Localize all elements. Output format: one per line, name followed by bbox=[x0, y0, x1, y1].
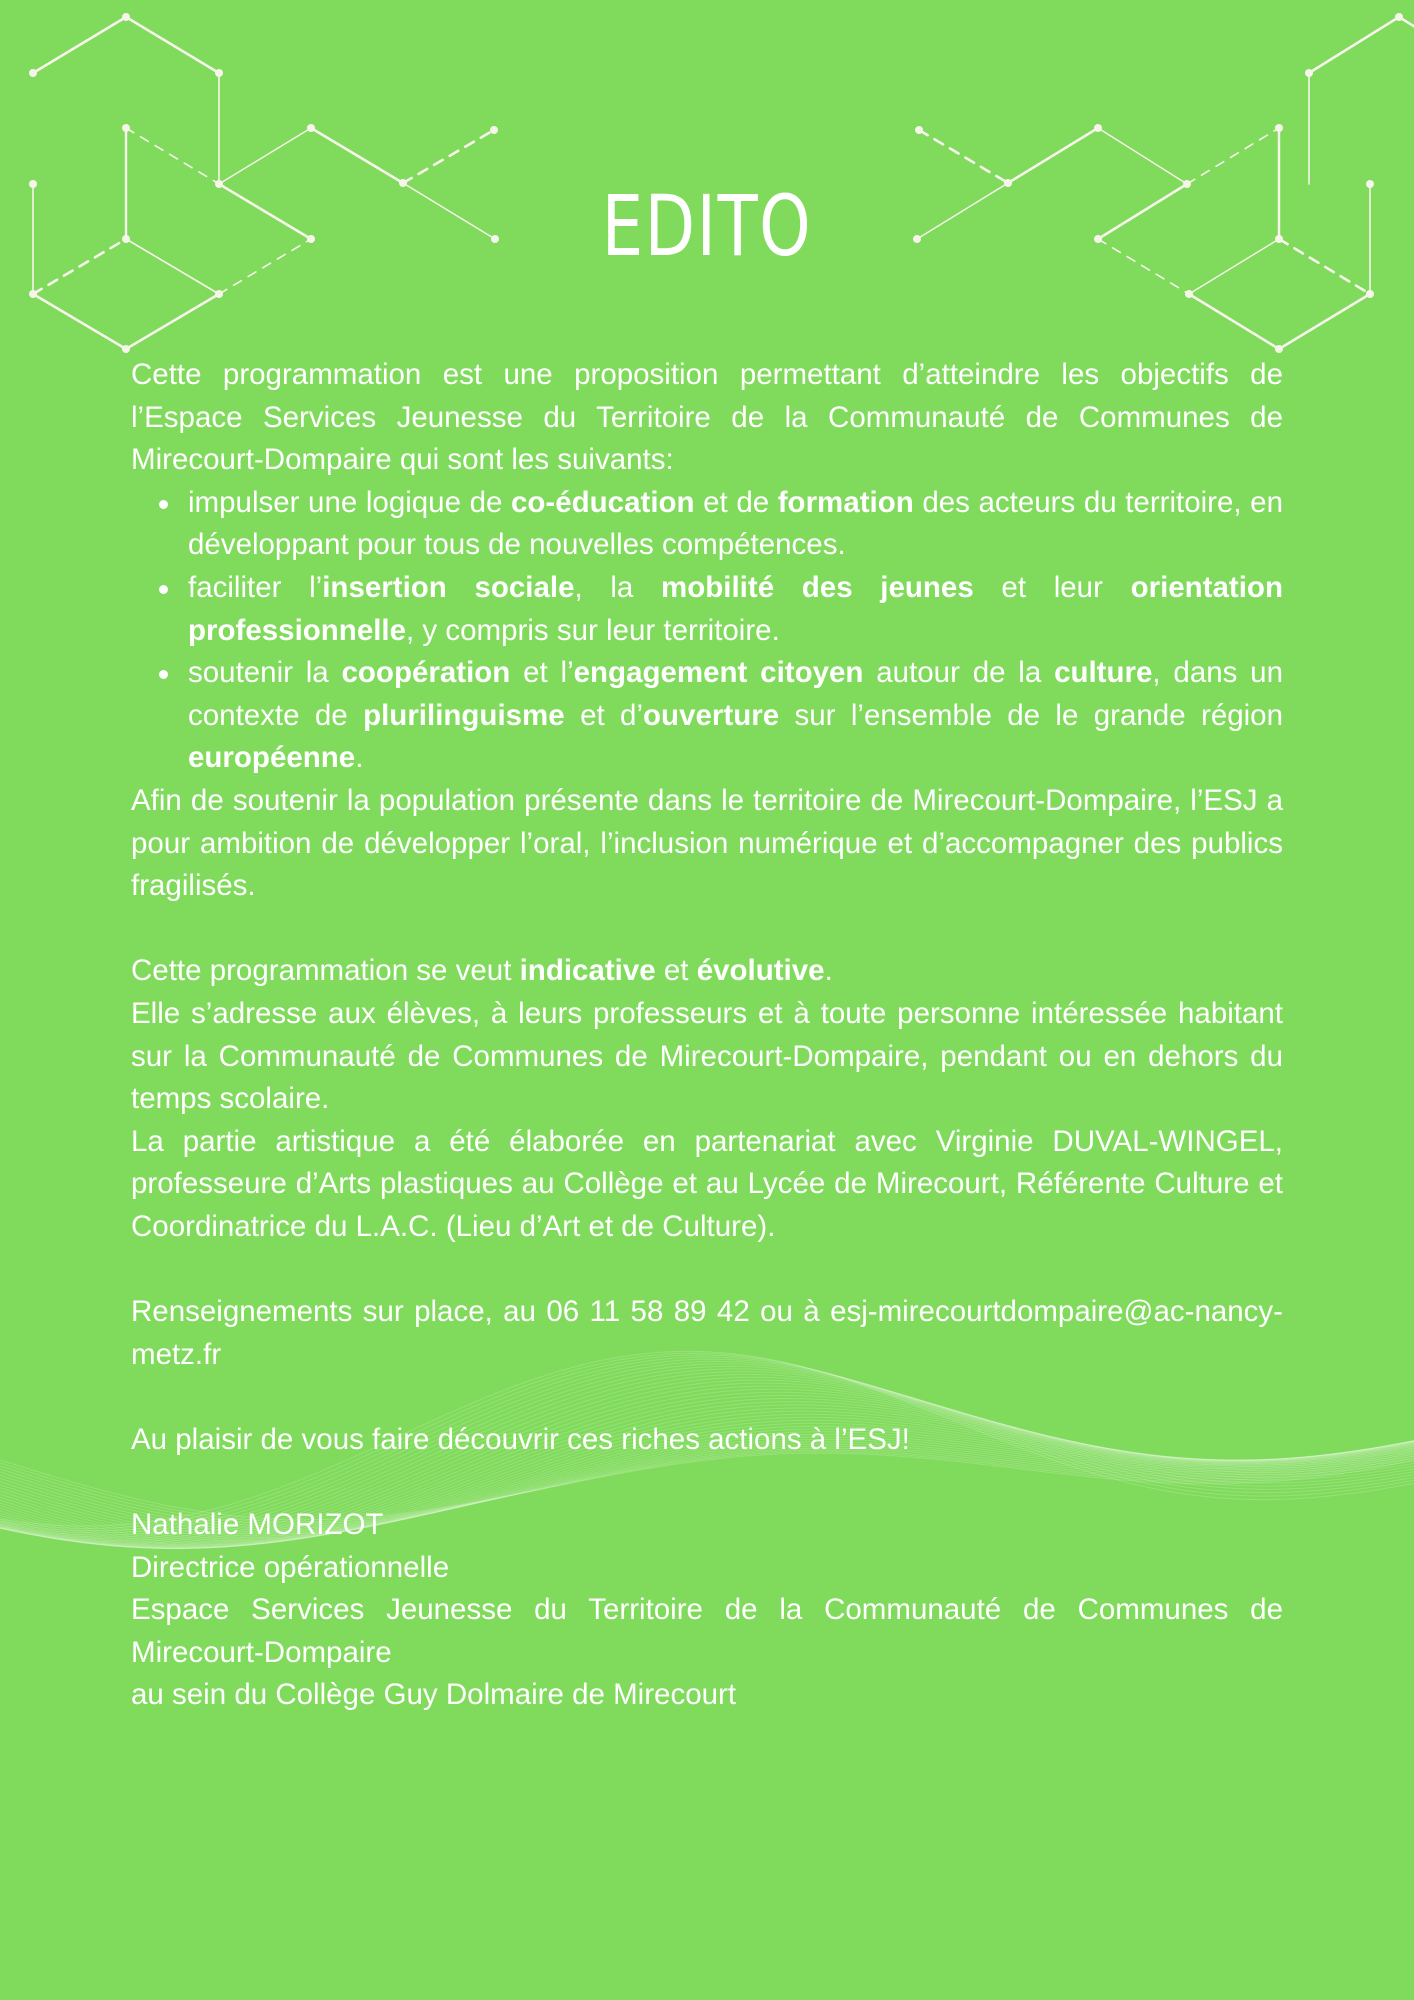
support-paragraph: Afin de soutenir la population présente dans le territoire de Mirecourt-Dompaire, l’ESJ a pour ambition de développer l’oral, l’inclusion numérique et d’accompagner des publics fragilisés. bbox=[131, 783, 1283, 903]
page-title: EDITO bbox=[601, 177, 813, 276]
contact-paragraph: Renseignements sur place, au 06 11 58 89 42 ou à esj-mirecourtdompaire@ac-nancy-metz.fr bbox=[131, 1295, 1283, 1371]
objective-text: sur l’ensemble de le grande région bbox=[779, 698, 1283, 732]
partnership-paragraph: La partie artistique a été élaborée en partenariat avec Virginie DUVAL-WINGEL, professeure d’Arts plastiques au Collège et au Lycée de Mirecourt, Référente Culture et Coordinatrice du L.A.C. (Lieu d’Art et de Culture). bbox=[131, 1124, 1283, 1243]
objective-item bbox=[188, 567, 1283, 652]
objective-keyword: insertion sociale bbox=[322, 570, 575, 604]
objective-text: impulser une logique de bbox=[188, 485, 511, 519]
signature-organization: Espace Services Jeunesse du Territoire de la Communauté de Communes de Mirecourt-Dompaire bbox=[131, 1593, 1283, 1669]
objective-text: , la bbox=[574, 570, 662, 604]
objective-keyword: ouverture bbox=[643, 698, 780, 732]
objective-text: et leur bbox=[973, 570, 1131, 604]
indicative-word: indicative bbox=[519, 954, 656, 988]
objective-item bbox=[188, 482, 1283, 567]
email-link[interactable]: esj-mirecourtdompaire@ac-nancy-metz.fr bbox=[131, 1295, 1283, 1371]
objective-text: . bbox=[355, 741, 364, 775]
objective-item bbox=[188, 652, 1283, 780]
objective-keyword: coopération bbox=[341, 656, 511, 690]
objective-keyword: engagement citoyen bbox=[573, 656, 864, 690]
objective-keyword: formation bbox=[777, 485, 914, 519]
objective-text: des acteurs du territoire, en développant pour tous de nouvelles compétences. bbox=[188, 485, 1283, 562]
objective-text: et l’ bbox=[510, 656, 574, 690]
indicative-statement: Cette programmation se veut indicative et évolutive. bbox=[131, 954, 833, 988]
objective-text: , dans un contexte de bbox=[188, 656, 1283, 732]
objective-text: autour de la bbox=[863, 656, 1055, 690]
signature-location: au sein du Collège Guy Dolmaire de Mirecourt bbox=[131, 1678, 737, 1712]
objective-keyword: plurilinguisme bbox=[363, 698, 565, 732]
objective-keyword: co-éducation bbox=[510, 485, 695, 519]
objective-text: et d’ bbox=[564, 698, 644, 732]
objective-text: faciliter l’ bbox=[188, 570, 323, 604]
signature-name: Nathalie MORIZOT bbox=[131, 1508, 384, 1542]
edito-body bbox=[131, 354, 1283, 1717]
objectives-list bbox=[131, 482, 1283, 780]
objective-keyword: culture bbox=[1054, 656, 1153, 690]
closing-line: Au plaisir de vous faire découvrir ces riches actions à l’ESJ! bbox=[131, 1422, 910, 1456]
intro-paragraph: Cette programmation est une proposition permettant d’atteindre les objectifs de l’Espace Services Jeunesse du Territoire de la Communauté de Communes de Mirecourt-Dompaire qui sont les suivants: bbox=[131, 358, 1283, 477]
objective-keyword: européenne bbox=[188, 741, 356, 775]
audience-paragraph: Elle s’adresse aux élèves, à leurs professeurs et à toute personne intéressée habitant sur la Communauté de Communes de Mirecourt-Dompaire, pendant ou en dehors du temps scolaire. bbox=[131, 996, 1283, 1116]
evolutive-word: évolutive bbox=[696, 954, 825, 988]
signature-role: Directrice opérationnelle bbox=[131, 1550, 450, 1584]
objective-keyword: orientation professionnelle bbox=[188, 570, 1283, 647]
phone-number[interactable]: 06 11 58 89 42 bbox=[546, 1295, 750, 1329]
objective-text: , y compris sur leur territoire. bbox=[406, 613, 780, 647]
objective-keyword: mobilité des jeunes bbox=[661, 570, 974, 604]
objective-text: et de bbox=[694, 485, 778, 519]
objective-text: soutenir la bbox=[188, 656, 342, 690]
